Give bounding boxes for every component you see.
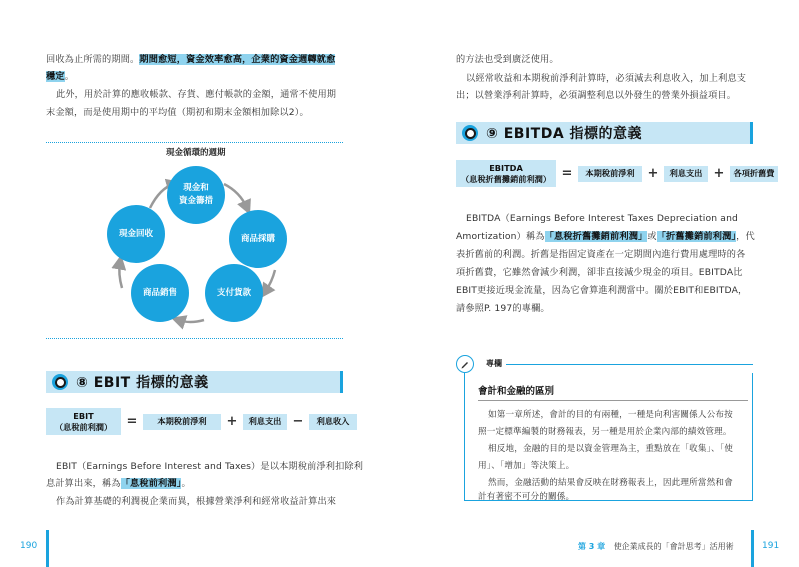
chapter-title: 使企業成長的「會計思考」活用術 <box>613 542 734 551</box>
right-intro-line-3: 出；以營業淨利計算時，必須調整利息以外發生的營業外損益項目。 <box>456 90 737 101</box>
heading-accent-bar <box>340 371 343 393</box>
figure-bottom-rule <box>46 338 343 339</box>
section-ebitda-heading <box>456 122 753 144</box>
node-label-line: 現金和 <box>183 183 209 193</box>
column-line-6: 計有著密不可分的關係。 <box>478 492 575 502</box>
formula-term-2: 利息支出 <box>664 166 708 182</box>
column-line-1: 如第一章所述，會計的目的有兩種，一種是向利害關係人公布按 <box>488 410 733 420</box>
column-line-3: 相反地，金融的目的是以資金管理為主，重點放在「收集」、「使 <box>488 444 733 454</box>
formula-term-2: 利息支出 <box>243 414 287 430</box>
plus-sign: + <box>647 166 659 181</box>
footer-chapter <box>578 541 734 552</box>
right-body-line-6: 請參照P. 197的專欄。 <box>456 303 550 314</box>
ebit-formula <box>46 408 357 435</box>
text-run: 。 <box>64 71 75 82</box>
highlight: 「息稅前利潤」 <box>120 478 182 489</box>
section-ebit-heading <box>46 371 343 393</box>
highlight: 期間愈短，資金效率愈高，企業的資金週轉就愈 <box>139 54 336 65</box>
column-line-2: 照一定標準編製的財務報表，另一種是用於企業內部的績效管理。 <box>478 427 732 437</box>
pencil-icon <box>456 355 474 373</box>
section-number: ⑧ <box>76 375 89 391</box>
section-title-text: EBIT 指標的意義 <box>93 375 209 391</box>
heading-accent-bar <box>750 122 753 144</box>
column-box <box>456 355 753 501</box>
left-page-bar <box>46 530 49 567</box>
chapter-number: 第 3 章 <box>578 542 606 551</box>
formula-term-1: 本期稅前淨利 <box>578 166 642 182</box>
lhs-line: （息稅折舊攤銷前利潤） <box>460 173 552 184</box>
right-intro-line-2: 以經常收益和本期稅前淨利計算時，必須減去利息收入，加上利息支 <box>466 73 747 84</box>
section-number: ⑨ <box>486 126 499 142</box>
text-run: ，代 <box>736 231 755 242</box>
right-body-line-1: EBITDA（Earnings Before Interest Taxes Depreciation and <box>466 213 739 224</box>
text-run: 或 <box>647 231 657 242</box>
formula-term-1: 本期稅前淨利 <box>143 414 221 430</box>
figure-top-rule <box>46 142 343 143</box>
page-number-left: 190 <box>20 541 38 551</box>
formula-term-3: 各項折舊費 <box>730 166 778 182</box>
section-title <box>76 372 209 392</box>
right-body-line-4: 項折舊費，它雖然會減少利潤，卻非直接減少現金的項目。EBITDA比 <box>456 267 743 278</box>
ebitda-formula <box>456 160 778 187</box>
formula-lhs <box>456 160 556 187</box>
left-intro-line-3: 此外，用於計算的應收帳款、存貨、應付帳款的金額，通常不使用期 <box>56 89 337 100</box>
bullet-icon <box>462 125 478 141</box>
right-body-line-2 <box>456 227 755 247</box>
plus-sign: + <box>713 166 725 181</box>
page-number-right: 191 <box>762 541 780 551</box>
section-title <box>486 123 642 143</box>
figure-title: 現金循環的週期 <box>166 148 226 158</box>
cycle-node-funding <box>167 166 225 224</box>
left-body-line-2 <box>46 474 191 494</box>
left-intro-line-2 <box>46 67 74 87</box>
lhs-line: （息稅前利潤） <box>54 421 113 432</box>
left-body-line-3: 作為計算基礎的利潤視企業而異，根據營業淨利和經常收益計算出來 <box>56 496 337 507</box>
text-run: 息計算出來，稱為 <box>46 478 121 489</box>
equals-sign: = <box>561 166 573 181</box>
column-top-rule <box>506 364 753 365</box>
highlight: 「折舊攤銷前利潤」 <box>656 231 737 242</box>
text-run: 回收為止所需的期間。 <box>46 54 140 65</box>
node-label-line: 資金籌措 <box>178 196 213 206</box>
right-page-bar <box>751 530 754 567</box>
right-body-line-5: EBIT更接近現金流量，因為它會算進利潤當中。關於EBIT和EBITDA， <box>456 285 748 296</box>
cycle-node-purchase: 商品採購 <box>229 210 287 268</box>
left-body-line-1: EBIT（Earnings Before Interest and Taxes）是以本期稅前淨利扣除利 <box>56 461 364 472</box>
lhs-line: EBIT <box>73 410 94 421</box>
column-line-4: 用」、「增加」等決策上。 <box>478 461 575 471</box>
minus-sign: − <box>292 414 304 429</box>
text-run: 。 <box>181 478 191 489</box>
formula-term-3: 利息收入 <box>309 414 357 430</box>
column-heading-rule <box>478 400 748 401</box>
cycle-node-payment: 支付貨款 <box>205 264 263 322</box>
highlight: 穩定 <box>46 71 65 82</box>
column-line-5: 然而，金融活動的結果會反映在財務報表上，因此理所當然和會 <box>488 478 733 488</box>
cycle-node-collection: 現金回收 <box>107 205 165 263</box>
plus-sign: + <box>226 414 238 429</box>
column-heading: 會計和金融的區別 <box>478 386 555 397</box>
highlight: 「息稅折舊攤銷前利潤」 <box>544 231 648 242</box>
cycle-node-sales: 商品銷售 <box>131 264 189 322</box>
section-title-text: EBITDA 指標的意義 <box>503 126 643 142</box>
left-intro-line-4: 末金額，而是使用期中的平均值（期初和期末金額相加除以2）。 <box>46 107 309 118</box>
right-intro-line-1: 的方法也受到廣泛使用。 <box>456 54 559 65</box>
equals-sign: = <box>126 414 138 429</box>
bullet-icon <box>52 374 68 390</box>
column-tag: 專欄 <box>486 359 502 368</box>
text-run: Amortization）稱為 <box>456 231 545 242</box>
lhs-line: EBITDA <box>489 162 523 173</box>
right-body-line-3: 表折舊前的利潤。折舊是指固定資產在一定期間內進行費用處理時的各 <box>456 249 746 260</box>
left-intro-line-1 <box>46 50 335 70</box>
formula-lhs <box>46 408 121 435</box>
